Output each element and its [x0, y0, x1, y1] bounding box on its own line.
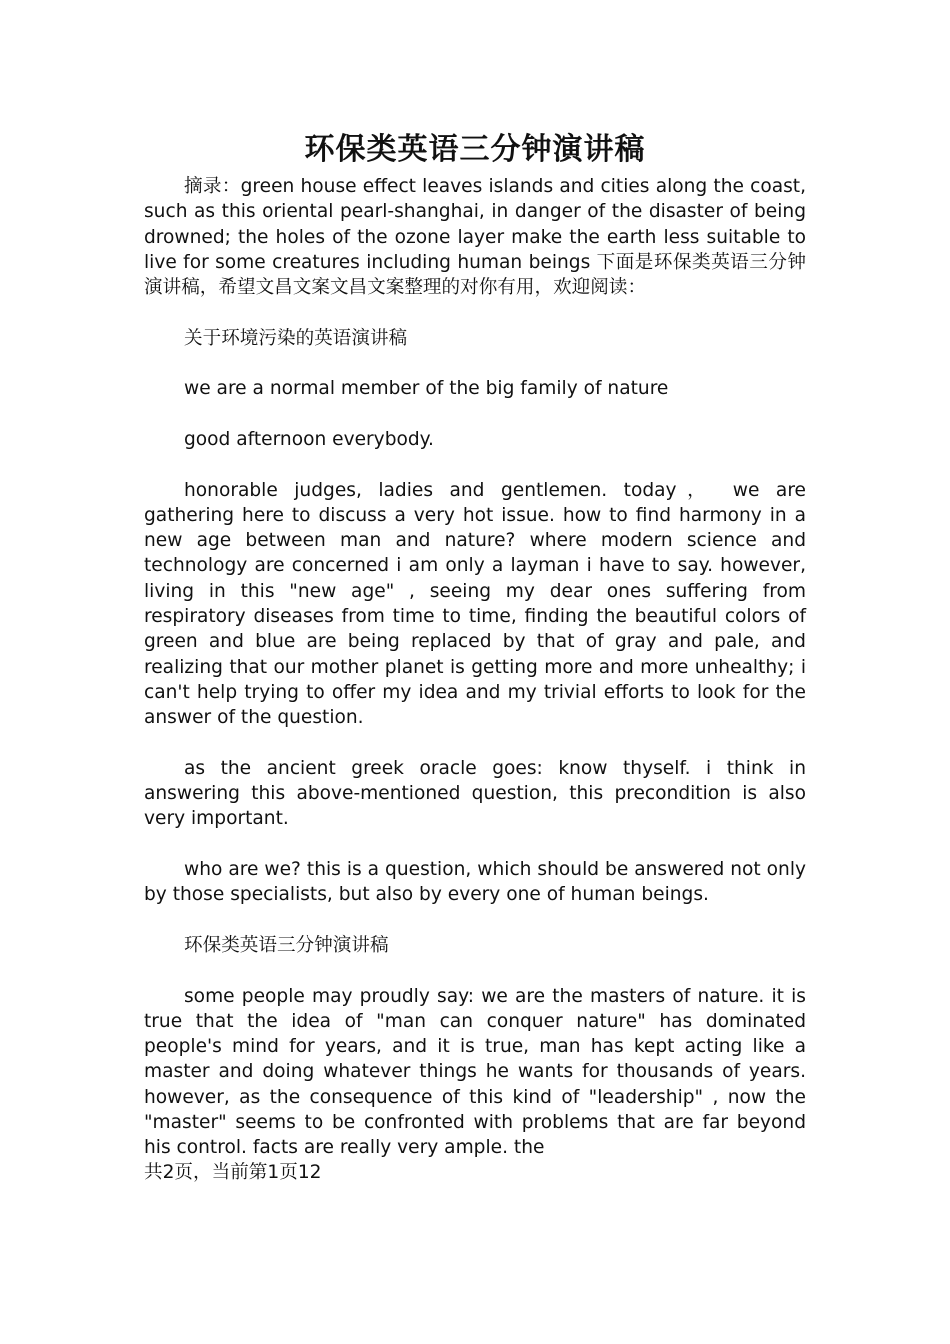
speech-subtitle: we are a normal member of the big family of nature	[184, 378, 669, 400]
abstract-paragraph: 摘录：green house effect leaves islands and cities along the coast, such as this oriental pearl-shanghai, in danger of the disaster of being drowned; the holes of the ozone layer make the earth less suitable to live for some creatures including human beings 下面是环保类英语三分钟演讲稿，希望文昌文案文昌文案整理的对你有用，欢迎阅读：	[144, 176, 806, 299]
section-heading-pollution: 关于环境污染的英语演讲稿	[184, 327, 408, 349]
section-heading-speech: 环保类英语三分钟演讲稿	[184, 934, 389, 956]
body-paragraph: who are we? this is a question, which should be answered not only by those specialists, but also by every one of human beings.	[144, 859, 806, 906]
document-body	[144, 174, 806, 1186]
page-counter: 共2页，当前第1页12	[144, 1162, 322, 1183]
greeting-paragraph: good afternoon everybody.	[184, 428, 434, 450]
body-paragraph: some people may proudly say: we are the masters of nature. it is true that the idea of "man can conquer nature" has dominated people's mind for years, and it is true, man has kept acting like a master and doing whatever things he wants for thousands of years. however, as the consequence of this kind of "leadership" , now the "master" seems to be confronted with problems that are far beyond his control. facts are really very ample. the	[144, 985, 806, 1159]
document-title: 环保类英语三分钟演讲稿	[304, 132, 646, 167]
body-paragraph: honorable judges, ladies and gentlemen. today， we are gathering here to discuss a very hot issue. how to find harmony in a new age between man and nature? where modern science and technology are concerned i am only a layman i have to say. however, living in this "new age" , seeing my dear ones suffering from respiratory diseases from time to time, finding the beautiful colors of green and blue are being replaced by that of gray and pale, and realizing that our mother planet is getting more and more unhealthy; i can't help trying to offer my idea and my trivial efforts to look for the answer of the question.	[144, 479, 806, 729]
body-paragraph: as the ancient greek oracle goes: know thyself. i think in answering this above-mentioned question, this precondition is also very important.	[144, 757, 806, 830]
